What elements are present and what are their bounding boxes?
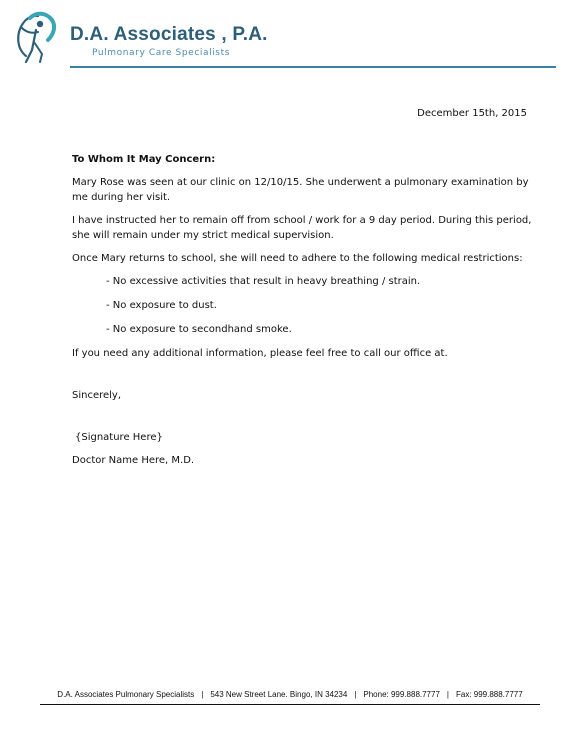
- paragraph-leave: I have instructed her to remain off from school / work for a 9 day period. During this period, she will remain under my strict medical supervision.: [72, 215, 532, 241]
- footer-separator: |: [446, 690, 449, 699]
- doctor-name: Doctor Name Here, M.D.: [72, 455, 195, 466]
- caduceus-figure-icon: [12, 10, 60, 66]
- restrictions-list: [72, 274, 532, 337]
- footer-phone: Phone: 999.888.7777: [363, 690, 440, 699]
- header-divider: [70, 66, 556, 68]
- firm-name: D.A. Associates , P.A.: [70, 24, 268, 45]
- salutation: To Whom It May Concern:: [72, 154, 216, 165]
- footer-separator: |: [354, 690, 357, 699]
- paragraph-visit: Mary Rose was seen at our clinic on 12/10/15. She underwent a pulmonary examination by me during her visit.: [72, 177, 529, 203]
- footer-separator: |: [201, 690, 204, 699]
- signature-placeholder: {Signature Here}: [75, 432, 163, 443]
- footer-fax: Fax: 999.888.7777: [455, 690, 523, 699]
- list-item: - No exposure to dust.: [106, 300, 217, 311]
- list-item: - No excessive activities that result in heavy breathing / strain.: [106, 276, 421, 287]
- list-item: - No exposure to secondhand smoke.: [106, 324, 292, 335]
- paragraph-restrictions-intro: Once Mary returns to school, she will need to adhere to the following medical restrictions:: [72, 253, 523, 264]
- letter-body: [72, 152, 532, 468]
- footer-address: 543 New Street Lane. Bingo, IN 34234: [210, 690, 348, 699]
- letter-date: December 15th, 2015: [417, 108, 527, 119]
- footer: [0, 690, 580, 699]
- paragraph-contact: If you need any additional information, please feel free to call our office at.: [72, 348, 448, 359]
- closing: Sincerely,: [72, 390, 122, 401]
- footer-company: D.A. Associates Pulmonary Specialists: [57, 690, 195, 699]
- footer-divider: [40, 704, 540, 705]
- firm-tagline: Pulmonary Care Specialists: [92, 48, 230, 58]
